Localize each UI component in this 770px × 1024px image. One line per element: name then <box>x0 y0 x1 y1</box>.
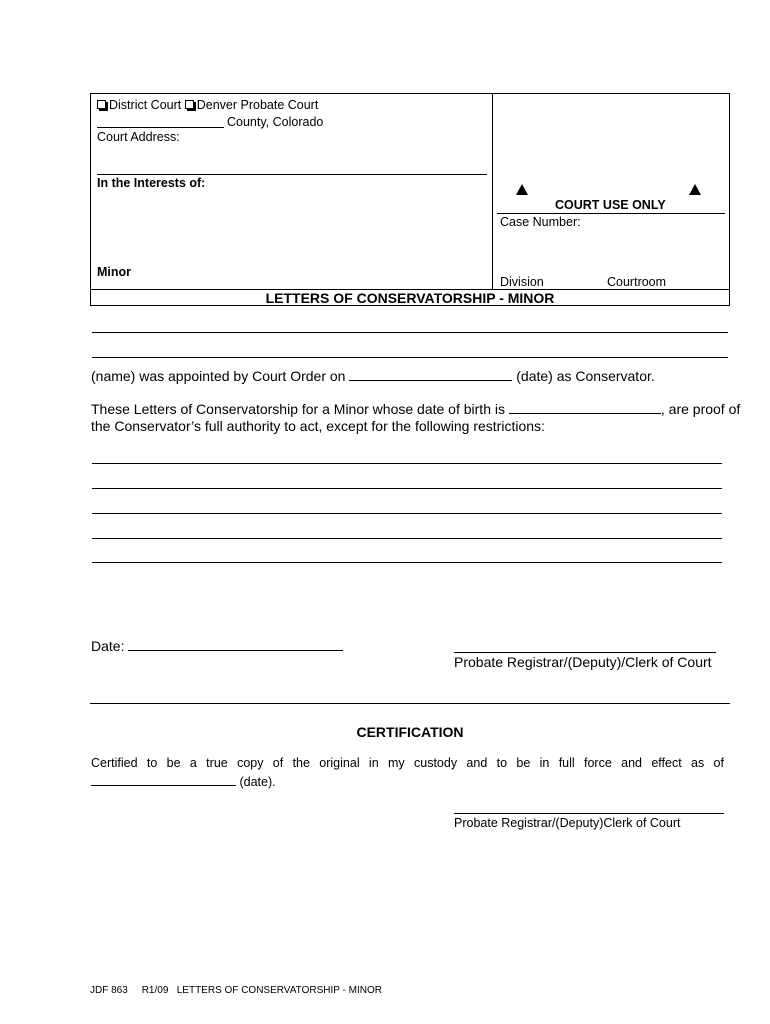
appointment-sentence <box>91 368 655 385</box>
court-address-label: Court Address: <box>97 130 180 144</box>
name-line-1[interactable] <box>92 332 728 333</box>
court-use-line <box>497 213 725 214</box>
footer-revision: R1/09 <box>141 985 169 996</box>
case-number-label: Case Number: <box>500 215 581 229</box>
footer-form-number: JDF 863 <box>90 985 128 996</box>
denver-probate-court-label: Denver Probate Court <box>196 98 319 112</box>
triangle-left-icon <box>516 184 528 195</box>
certification-date-blank[interactable] <box>91 773 236 786</box>
footer <box>90 985 382 997</box>
restriction-line-4[interactable] <box>92 538 722 539</box>
county-blank[interactable] <box>97 127 224 128</box>
caption-divider-vertical <box>492 93 493 289</box>
court-use-only-label: COURT USE ONLY <box>555 198 666 212</box>
division-label: Division <box>500 275 544 289</box>
letters-prefix: These Letters of Conservatorship for a Minor whose date of birth is <box>91 401 505 417</box>
district-court-label: District Court <box>109 98 182 112</box>
district-court-checkbox[interactable] <box>97 100 106 109</box>
letters-suffix: , are proof of <box>660 401 741 417</box>
county-suffix: County, Colorado <box>227 115 324 129</box>
certification-text-line2 <box>91 773 276 790</box>
certification-date-suffix: (date). <box>239 775 276 789</box>
court-selection <box>97 98 318 113</box>
minor-label: Minor <box>97 265 132 279</box>
appointed-suffix: (date) as Conservator. <box>516 368 655 384</box>
letters-sentence-line2: the Conservator’s full authority to act, except for the following restrictions: <box>91 418 545 434</box>
courtroom-label: Courtroom <box>607 275 667 289</box>
section-separator <box>90 703 730 704</box>
date-blank[interactable] <box>128 638 343 651</box>
document-title: LETTERS OF CONSERVATORSHIP - MINOR <box>265 290 555 306</box>
certification-signature-label: Probate Registrar/(Deputy)Clerk of Court <box>454 816 681 830</box>
signature-line[interactable] <box>454 652 716 653</box>
letters-sentence-line1 <box>91 401 740 418</box>
interests-line <box>97 174 487 175</box>
footer-form-title: LETTERS OF CONSERVATORSHIP - MINOR <box>176 985 382 996</box>
triangle-right-icon <box>689 184 701 195</box>
certification-heading: CERTIFICATION <box>356 724 464 740</box>
restriction-line-1[interactable] <box>92 463 722 464</box>
restriction-line-2[interactable] <box>92 488 722 489</box>
denver-probate-court-checkbox[interactable] <box>185 100 194 109</box>
certification-text-line1: Certified to be a true copy of the original in my custody and to be in full force and effect as of <box>91 756 724 770</box>
appointment-date-blank[interactable] <box>349 368 512 381</box>
birth-date-blank[interactable] <box>509 401 661 414</box>
signature-label: Probate Registrar/(Deputy)/Clerk of Court <box>454 654 712 670</box>
appointed-prefix: (name) was appointed by Court Order on <box>91 368 346 384</box>
restriction-line-5[interactable] <box>92 562 722 563</box>
date-row <box>91 638 343 655</box>
date-label: Date: <box>91 638 125 654</box>
certification-signature-line[interactable] <box>454 813 724 814</box>
name-line-2[interactable] <box>92 357 728 358</box>
restriction-line-3[interactable] <box>92 513 722 514</box>
interests-label: In the Interests of: <box>97 176 206 190</box>
